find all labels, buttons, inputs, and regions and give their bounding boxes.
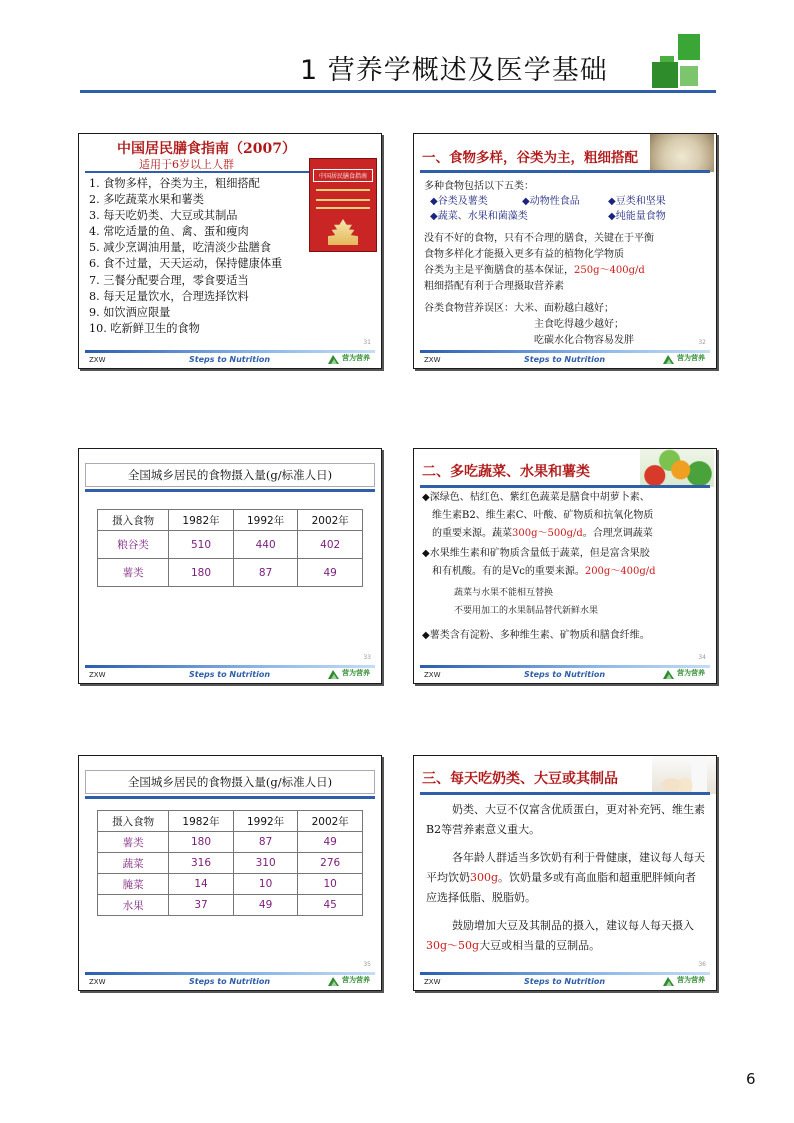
- note-line: 蔬菜与水果不能相互替换: [454, 588, 554, 598]
- list-item: 3. 每天吃奶类、大豆或其制品: [89, 209, 238, 223]
- column-header: 2002年: [298, 510, 363, 531]
- book-line: [316, 189, 370, 191]
- table-cell: 402: [298, 531, 363, 559]
- table-title: 全国城乡居民的食物摄入量(g/标准人日): [85, 463, 375, 487]
- slide-footer: [79, 348, 381, 368]
- row-label: 粮谷类: [98, 531, 169, 559]
- paragraph-text: 鼓励增加大豆及其制品的摄入，建议每人每天摄入: [452, 919, 694, 932]
- footer-tagline: Steps to Nutrition: [524, 355, 606, 364]
- title-rule: [420, 485, 710, 488]
- page-number: 6: [746, 1070, 756, 1088]
- myth-line: 谷类食物营养误区：大米、面粉越白越好；: [424, 303, 614, 314]
- slide-subtitle: 适用于6岁以上人群: [139, 158, 234, 171]
- table-cell: 87: [233, 559, 298, 587]
- table-cell: 45: [298, 895, 363, 916]
- list-item: 7. 三餐分配要合理，零食要适当: [89, 273, 249, 287]
- highlight-amount: 300g: [470, 871, 499, 884]
- category-item: ◆动物性食品: [522, 196, 580, 207]
- bullet-text: 。合理烹调蔬菜: [582, 528, 653, 539]
- logo-icon: [662, 354, 675, 365]
- table-cell: 49: [233, 895, 298, 916]
- table-cell: 180: [169, 832, 234, 853]
- table-row: [98, 832, 363, 853]
- list-item: 8. 每天足量饮水，合理选择饮料: [89, 289, 249, 303]
- table-cell: 87: [233, 832, 298, 853]
- body-text: 谷类为主是平衡膳食的基本保证，: [424, 265, 574, 276]
- footer-tagline: Steps to Nutrition: [189, 355, 271, 364]
- footer-brand: 营为营养: [677, 354, 705, 362]
- book-title: 中国居民膳食指南: [313, 169, 373, 182]
- slide-number: 34: [698, 654, 706, 661]
- row-label: 蔬菜: [98, 853, 169, 874]
- column-header: 摄入食物: [98, 510, 169, 531]
- guideline-book-cover: [309, 158, 377, 252]
- list-item: 6. 食不过量，天天运动，保持健康体重: [89, 257, 283, 271]
- vegetables-image: [640, 449, 714, 487]
- column-header: 1992年: [233, 811, 298, 832]
- title-rule: [85, 796, 375, 799]
- table-cell: 510: [169, 531, 234, 559]
- slide-footer: [414, 663, 716, 683]
- footer-author: ZXW: [89, 356, 106, 364]
- title-rule: [420, 170, 710, 173]
- table-row: [98, 531, 363, 559]
- logo-icon: [662, 669, 675, 680]
- header-decoration: [652, 34, 700, 88]
- table-cell: 440: [233, 531, 298, 559]
- slide-intake-table-2: [78, 755, 382, 991]
- table-cell: 310: [233, 853, 298, 874]
- slide-number: 35: [363, 961, 371, 968]
- column-header: 1992年: [233, 510, 298, 531]
- table-cell: 10: [298, 874, 363, 895]
- row-label: 水果: [98, 895, 169, 916]
- table-header-row: [98, 811, 363, 832]
- paragraph: [426, 916, 706, 956]
- slide-footer: [79, 663, 381, 683]
- footer-rule: [420, 665, 710, 668]
- table-row: [98, 895, 363, 916]
- paragraph-text: 大豆或相当量的豆制品。: [479, 939, 601, 952]
- table-cell: 14: [169, 874, 234, 895]
- list-item: 4. 常吃适量的鱼、禽、蛋和瘦肉: [89, 225, 249, 239]
- category-item: ◆纯能量食物: [608, 211, 666, 222]
- footer-brand: 营为营养: [342, 354, 370, 362]
- footer-rule: [85, 665, 375, 668]
- header-rule: [80, 90, 716, 93]
- logo-icon: [327, 976, 340, 987]
- list-item: 9. 如饮酒应限量: [89, 305, 171, 319]
- list-item: 10. 吃新鲜卫生的食物: [89, 321, 200, 335]
- myth-line: 主食吃得越少越好；: [534, 319, 624, 330]
- intake-table: [97, 509, 363, 587]
- paragraph: 奶类、大豆不仅富含优质蛋白，更对补充钙、维生素B2等营养素意义重大。: [426, 803, 705, 836]
- table-row: [98, 853, 363, 874]
- list-item: 5. 减少烹调油用量，吃清淡少盐膳食: [89, 241, 272, 255]
- intake-table: [97, 810, 363, 916]
- table-cell: 49: [298, 832, 363, 853]
- bullet-line: ◆水果维生素和矿物质含量低于蔬菜，但是富含果胶: [422, 548, 650, 559]
- slide-number: 32: [698, 339, 706, 346]
- table-cell: 37: [169, 895, 234, 916]
- slide-title: 三、每天吃奶类、大豆或其制品: [422, 771, 618, 787]
- table-title: 全国城乡居民的食物摄入量(g/标准人日): [85, 770, 375, 794]
- logo-icon: [327, 354, 340, 365]
- slide-title: 二、多吃蔬菜、水果和薯类: [422, 464, 590, 480]
- list-item: 1. 食物多样，谷类为主，粗细搭配: [89, 177, 260, 190]
- rice-image: [650, 134, 714, 172]
- paragraph: [426, 848, 706, 908]
- dairy-image: [652, 756, 716, 794]
- body-line: [424, 261, 645, 276]
- bullet-vegetables: [422, 489, 653, 543]
- footer-brand: 营为营养: [342, 669, 370, 677]
- slide-number: 33: [363, 654, 371, 661]
- myth-line: 吃碳水化合物容易发胖: [534, 335, 634, 346]
- body-line: 食物多样化才能摄入更多有益的植物化学物质: [424, 249, 624, 260]
- footer-brand: 营为营养: [677, 976, 705, 984]
- book-line: [316, 199, 370, 201]
- footer-author: ZXW: [424, 671, 441, 679]
- book-line: [316, 207, 370, 209]
- highlight-amount: 30g～50g: [426, 939, 480, 952]
- slide-dietary-guidelines: [78, 133, 382, 369]
- footer-author: ZXW: [89, 671, 106, 679]
- slide-title: 中国居民膳食指南（2007）: [117, 141, 296, 157]
- footer-rule: [85, 972, 375, 975]
- table-cell: 49: [298, 559, 363, 587]
- paragraph-text: 各年龄人群适当多饮奶有利于骨健康，建议每人每天平均饮奶: [426, 851, 705, 884]
- slide-vegetables-fruits: [413, 448, 717, 684]
- footer-rule: [420, 972, 710, 975]
- pagoda-icon: [328, 219, 358, 245]
- column-header: 1982年: [169, 811, 234, 832]
- footer-tagline: Steps to Nutrition: [189, 670, 271, 679]
- footer-author: ZXW: [424, 978, 441, 986]
- table-row: [98, 559, 363, 587]
- column-header: 1982年: [169, 510, 234, 531]
- table-header-row: [98, 510, 363, 531]
- row-label: 腌菜: [98, 874, 169, 895]
- footer-rule: [85, 350, 375, 353]
- row-label: 薯类: [98, 832, 169, 853]
- bullet-line: ◆深绿色、桔红色、紫红色蔬菜是膳食中胡萝卜素、: [422, 492, 650, 503]
- table-cell: 10: [233, 874, 298, 895]
- footer-author: ZXW: [89, 978, 106, 986]
- bullet-text: 和有机酸。有的是Vc的重要来源。: [432, 566, 585, 577]
- footer-tagline: Steps to Nutrition: [189, 977, 271, 986]
- footer-author: ZXW: [424, 356, 441, 364]
- category-item: ◆蔬菜、水果和菌藻类: [430, 211, 528, 222]
- logo-icon: [327, 669, 340, 680]
- slide-number: 31: [363, 339, 371, 346]
- table-cell: 180: [169, 559, 234, 587]
- slide-footer: [414, 970, 716, 990]
- table-cell: 276: [298, 853, 363, 874]
- body-line: 粗细搭配有利于合理摄取营养素: [424, 281, 564, 292]
- footer-tagline: Steps to Nutrition: [524, 670, 606, 679]
- category-item: ◆谷类及薯类: [430, 196, 488, 207]
- slide-intake-table-1: [78, 448, 382, 684]
- bullet-line: 维生素B2、维生素C、叶酸、矿物质和抗氧化物质: [432, 510, 654, 521]
- bullet-text: 的重要来源。蔬菜: [432, 528, 512, 539]
- intro-text: 多种食物包括以下五类：: [424, 181, 534, 192]
- column-header: 2002年: [298, 811, 363, 832]
- slide-footer: [79, 970, 381, 990]
- row-label: 薯类: [98, 559, 169, 587]
- guideline-list: [89, 176, 282, 337]
- page-title: 1 营养学概述及医学基础: [300, 55, 608, 86]
- slide-footer: [414, 348, 716, 368]
- table-row: [98, 874, 363, 895]
- bullet-fruits: [422, 545, 656, 581]
- slide-food-variety: [413, 133, 717, 369]
- footer-brand: 营为营养: [677, 669, 705, 677]
- highlight-amount: 250g～400g/d: [574, 265, 645, 276]
- highlight-amount: 200g～400g/d: [584, 566, 656, 577]
- category-item: ◆豆类和坚果: [608, 196, 666, 207]
- column-header: 摄入食物: [98, 811, 169, 832]
- list-item: 2. 多吃蔬菜水果和薯类: [89, 193, 204, 207]
- footer-rule: [420, 350, 710, 353]
- highlight-amount: 300g～500g/d: [512, 528, 583, 539]
- slide-number: 36: [698, 961, 706, 968]
- title-rule: [420, 792, 710, 795]
- footer-brand: 营为营养: [342, 976, 370, 984]
- slide-dairy-soy: [413, 755, 717, 991]
- bullet-tubers: ◆薯类含有淀粉、多种维生素、矿物质和膳食纤维。: [422, 630, 650, 641]
- note-line: 不要用加工的水果制品替代新鲜水果: [454, 606, 599, 616]
- table-cell: 316: [169, 853, 234, 874]
- title-rule: [85, 489, 375, 492]
- body-line: 没有不好的食物，只有不合理的膳食，关键在于平衡: [424, 233, 654, 244]
- logo-icon: [662, 976, 675, 987]
- footer-tagline: Steps to Nutrition: [524, 977, 606, 986]
- paragraph-text: 。饮奶量多或有高血脂和超重肥胖倾向者应选择低脂、脱脂奶。: [426, 871, 697, 904]
- slide-title: 一、食物多样，谷类为主，粗细搭配: [422, 150, 638, 166]
